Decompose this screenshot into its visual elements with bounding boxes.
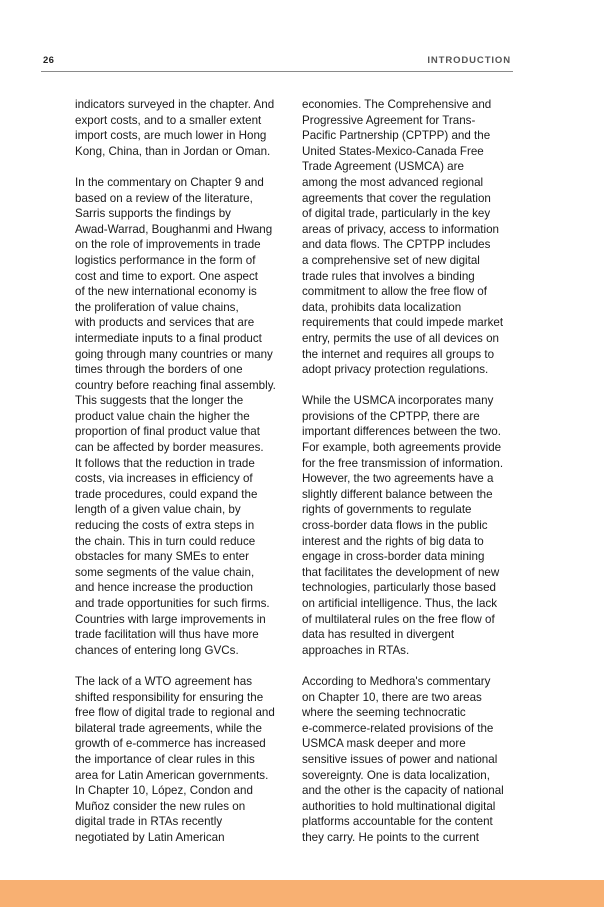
text-line: country before reaching final assembly. [75, 378, 276, 392]
text-line: slightly different balance between the [302, 487, 493, 501]
text-line: a comprehensive set of new digital [302, 253, 480, 267]
paragraph-gap [302, 658, 516, 674]
text-line: chances of entering long GVCs. [75, 643, 239, 657]
text-line: area for Latin American governments. [75, 768, 269, 782]
right-text-column [302, 97, 516, 846]
text-line: technologies, particularly those based [302, 581, 496, 595]
text-line: data has resulted in divergent [302, 628, 455, 642]
text-line: cross-border data flows in the public [302, 519, 488, 533]
text-line: on Chapter 10, there are two areas [302, 690, 482, 704]
text-line: United States-Mexico-Canada Free [302, 144, 484, 158]
text-line: trade facilitation will thus have more [75, 628, 259, 642]
text-line: and the other is the capacity of national [302, 784, 504, 798]
text-line: and data flows. The CPTPP includes [302, 238, 491, 252]
text-line: length of a given value chain, by [75, 503, 241, 517]
text-line: e-commerce-related provisions of the [302, 721, 494, 735]
text-line: Progressive Agreement for Trans- [302, 113, 476, 127]
text-line: the internet and requires all groups to [302, 347, 495, 361]
page-number: 26 [43, 55, 55, 66]
text-line: obstacles for many SMEs to enter [75, 550, 249, 564]
text-line: requirements that could impede market [302, 316, 504, 330]
text-line: This suggests that the longer the [75, 394, 244, 408]
text-line: entry, permits the use of all devices on [302, 331, 499, 345]
text-line: the chain. This in turn could reduce [75, 534, 256, 548]
text-line: and trade opportunities for such firms. [75, 597, 270, 610]
text-line: digital trade in RTAs recently [75, 815, 223, 829]
text-line: In the commentary on Chapter 9 and [75, 175, 264, 189]
paragraph-gap [75, 658, 289, 674]
text-line: among the most advanced regional [302, 175, 484, 189]
text-line: on the role of improvements in trade [75, 238, 261, 252]
text-line: with products and services that are [75, 316, 255, 330]
text-line: interest and the rights of big data to [302, 534, 484, 548]
text-line: costs, via increases in efficiency of [75, 472, 253, 486]
text-line: areas of privacy, access to information [302, 222, 499, 236]
paragraph-gap [302, 378, 516, 394]
text-line: sensitive issues of power and national [302, 752, 498, 766]
text-line: approaches in RTAs. [302, 643, 410, 657]
text-line: rights of governments to regulate [302, 503, 472, 517]
paragraph [302, 674, 516, 846]
text-line: negotiated by Latin American [75, 830, 225, 844]
text-line: important differences between the two. [302, 425, 501, 439]
text-line: where the seeming technocratic [302, 706, 466, 720]
text-line: export costs, and to a smaller extent [75, 113, 262, 127]
paragraph [75, 97, 289, 159]
text-line: economies. The Comprehensive and [302, 98, 492, 111]
text-line: provisions of the CPTPP, there are [302, 409, 480, 423]
left-text-column [75, 97, 289, 846]
running-section-title: INTRODUCTION [427, 55, 511, 66]
text-line: adopt privacy protection regulations. [302, 363, 489, 377]
paragraph [75, 175, 289, 658]
text-line: The lack of a WTO agreement has [75, 674, 252, 688]
paragraph [302, 393, 516, 658]
text-line: times through the borders of one [75, 363, 243, 377]
text-line: based on a review of the literature, [75, 191, 253, 205]
footer-color-band [0, 880, 604, 907]
text-line: import costs, are much lower in Hong [75, 129, 267, 143]
text-line: logistics performance in the form of [75, 253, 256, 267]
text-line: can be affected by border measures. [75, 441, 264, 455]
page-header [41, 51, 513, 72]
text-line: Sarris supports the findings by [75, 207, 231, 221]
text-line: product value chain the higher the [75, 409, 250, 423]
text-line: cost and time to export. One aspect [75, 269, 259, 283]
text-line: In Chapter 10, López, Condon and [75, 784, 253, 798]
text-line: USMCA mask deeper and more [302, 737, 466, 751]
text-line: the proliferation of value chains, [75, 300, 239, 314]
text-line: they carry. He points to the current [302, 830, 479, 844]
text-line: Pacific Partnership (CPTPP) and the [302, 129, 491, 143]
text-line: However, the two agreements have a [302, 472, 494, 486]
text-line: data, prohibits data localization [302, 300, 462, 314]
text-line: free flow of digital trade to regional and [75, 706, 275, 720]
text-line: trade procedures, could expand the [75, 487, 258, 501]
paragraph [302, 97, 516, 378]
text-line: For example, both agreements provide [302, 441, 502, 455]
text-line: that facilitates the development of new [302, 565, 500, 579]
text-line: bilateral trade agreements, while the [75, 721, 262, 735]
text-line: According to Medhora's commentary [302, 674, 491, 688]
text-line: shifted responsibility for ensuring the [75, 690, 264, 704]
text-line: Muñoz consider the new rules on [75, 799, 246, 813]
text-line: Countries with large improvements in [75, 612, 266, 626]
text-line: It follows that the reduction in trade [75, 456, 255, 470]
text-line: engage in cross-border data mining [302, 550, 485, 564]
text-line: indicators surveyed in the chapter. And [75, 98, 275, 111]
text-line: the importance of clear rules in this [75, 752, 255, 766]
text-line: Kong, China, than in Jordan or Oman. [75, 144, 271, 158]
text-line: of the new international economy is [75, 285, 257, 299]
text-line: Awad-Warrad, Boughanmi and Hwang [75, 222, 273, 236]
text-line: trade rules that involves a binding [302, 269, 475, 283]
paragraph-gap [75, 159, 289, 175]
text-line: growth of e-commerce has increased [75, 737, 266, 751]
text-line: on artificial intelligence. Thus, the lack [302, 597, 498, 610]
text-line: sovereignty. One is data localization, [302, 768, 490, 782]
text-line: authorities to hold multinational digital [302, 799, 496, 813]
paragraph [75, 674, 289, 846]
text-line: Trade Agreement (USMCA) are [302, 160, 464, 174]
text-line: for the free transmission of information. [302, 456, 504, 470]
text-line: of multilateral rules on the free flow of [302, 612, 495, 626]
text-line: agreements that cover the regulation [302, 191, 491, 205]
text-line: and hence increase the production [75, 581, 253, 595]
text-line: While the USMCA incorporates many [302, 394, 494, 408]
text-line: commitment to allow the free flow of [302, 285, 487, 299]
text-line: proportion of final product value that [75, 425, 260, 439]
text-line: some segments of the value chain, [75, 565, 255, 579]
text-line: intermediate inputs to a final product [75, 331, 262, 345]
text-line: reducing the costs of extra steps in [75, 519, 255, 533]
text-line: platforms accountable for the content [302, 815, 493, 829]
text-line: going through many countries or many [75, 347, 273, 361]
text-line: of digital trade, particularly in the key [302, 207, 491, 221]
